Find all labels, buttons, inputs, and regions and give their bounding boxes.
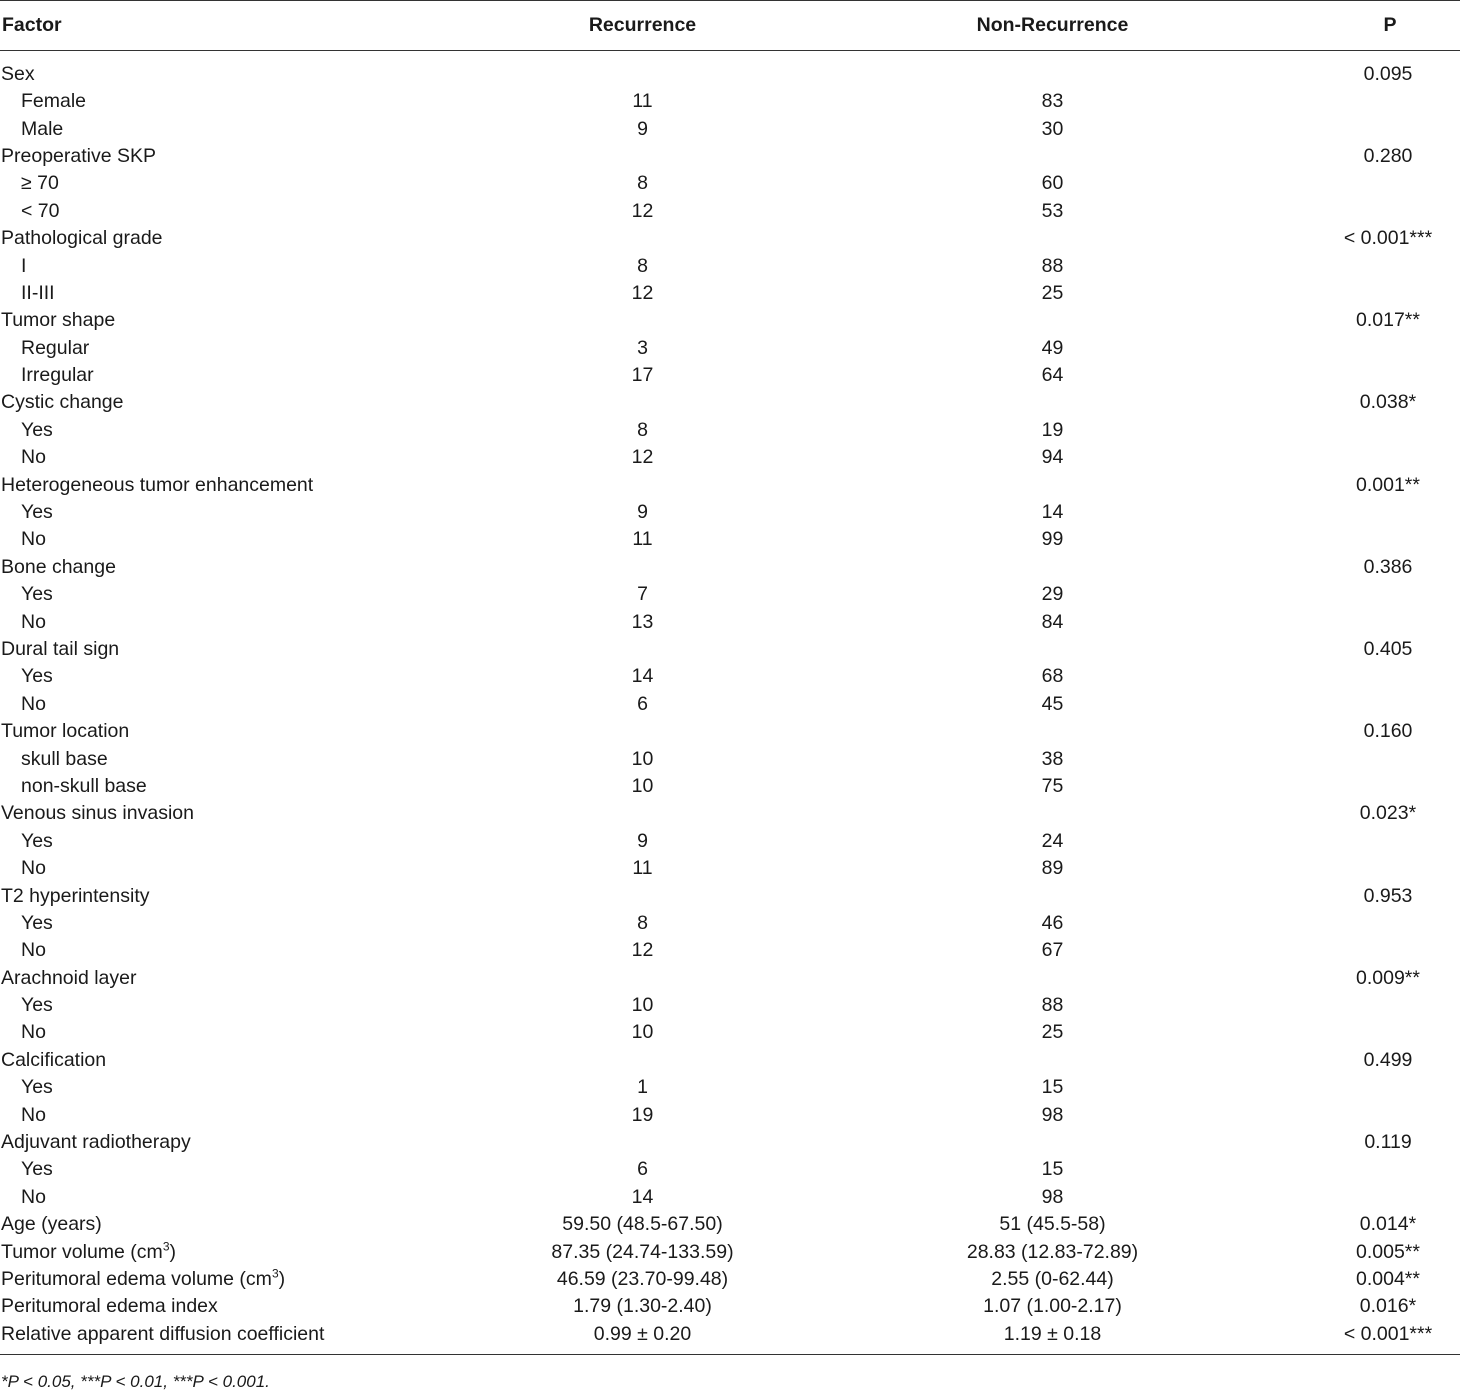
cell-non-recurrence: 24 bbox=[1041, 829, 1064, 852]
cell-non-recurrence: 25 bbox=[1041, 281, 1064, 304]
factor-label: Peritumoral edema index bbox=[1, 1295, 218, 1318]
cell-p-value: 0.023* bbox=[1359, 802, 1417, 825]
cell-p-value bbox=[1320, 1019, 1460, 1046]
cell-factor bbox=[0, 608, 500, 635]
cell-factor bbox=[0, 444, 500, 471]
cell-non-recurrence: 88 bbox=[1041, 254, 1064, 277]
table-row bbox=[0, 553, 1460, 580]
cell-factor bbox=[0, 745, 500, 772]
cell-factor bbox=[0, 964, 500, 991]
cell-factor bbox=[0, 1320, 500, 1354]
cell-factor bbox=[0, 1074, 500, 1101]
cell-recurrence: 3 bbox=[637, 336, 648, 359]
cell-factor bbox=[0, 1046, 500, 1073]
cell-non-recurrence: 51 (45.5-58) bbox=[999, 1213, 1106, 1236]
cell-factor bbox=[0, 1128, 500, 1155]
cell-recurrence: 11 bbox=[632, 90, 653, 113]
factor-label: non-skull base bbox=[21, 774, 147, 797]
cell-non-recurrence: 45 bbox=[1041, 692, 1064, 715]
factor-label: Yes bbox=[21, 418, 53, 441]
cell-factor bbox=[0, 142, 500, 169]
factor-label: No bbox=[21, 528, 46, 551]
cell-factor bbox=[0, 663, 500, 690]
factor-superscript: 3 bbox=[162, 1239, 170, 1254]
cell-p-value: 0.280 bbox=[1363, 144, 1413, 167]
cell-recurrence: 12 bbox=[631, 939, 654, 962]
header-recurrence: Recurrence bbox=[500, 1, 785, 51]
cell-p-value bbox=[1320, 690, 1460, 717]
table-row bbox=[0, 1156, 1460, 1183]
factor-label: No bbox=[21, 610, 46, 633]
cell-recurrence bbox=[500, 964, 785, 991]
factor-label: Yes bbox=[21, 501, 53, 524]
cell-non-recurrence: 98 bbox=[1041, 1103, 1064, 1126]
cell-non-recurrence: 84 bbox=[1041, 610, 1064, 633]
factor-label: Yes bbox=[21, 665, 53, 688]
cell-recurrence bbox=[500, 800, 785, 827]
cell-recurrence: 0.99 ± 0.20 bbox=[500, 1320, 785, 1354]
cell-p-value bbox=[1320, 772, 1460, 799]
cell-factor bbox=[0, 800, 500, 827]
cell-recurrence: 8 bbox=[637, 418, 648, 441]
cell-recurrence: 1.79 (1.30-2.40) bbox=[573, 1295, 712, 1318]
cell-non-recurrence bbox=[785, 717, 1320, 744]
cell-non-recurrence: 25 bbox=[1041, 1021, 1064, 1044]
table-row bbox=[0, 224, 1460, 251]
cell-p-value: 0.017** bbox=[1356, 309, 1420, 332]
cell-p-value bbox=[1320, 361, 1460, 388]
cell-p-value bbox=[1320, 115, 1460, 142]
cell-factor bbox=[0, 170, 500, 197]
table-row bbox=[0, 1320, 1460, 1354]
table-row bbox=[0, 608, 1460, 635]
factor-label: I bbox=[21, 254, 27, 277]
cell-non-recurrence: 15 bbox=[1041, 1076, 1064, 1099]
cell-non-recurrence: 38 bbox=[1041, 747, 1064, 770]
cell-factor bbox=[0, 526, 500, 553]
factor-label: Yes bbox=[21, 911, 53, 934]
cell-non-recurrence: 67 bbox=[1041, 939, 1064, 962]
factor-label-tail: ) bbox=[278, 1267, 286, 1290]
table-row bbox=[0, 389, 1460, 416]
cell-non-recurrence: 64 bbox=[1041, 364, 1064, 387]
factor-label: Regular bbox=[21, 336, 90, 359]
cell-factor bbox=[0, 1019, 500, 1046]
header-factor: Factor bbox=[0, 1, 500, 51]
cell-recurrence bbox=[500, 389, 785, 416]
cell-recurrence: 8 bbox=[637, 254, 648, 277]
cell-p-value bbox=[1320, 663, 1460, 690]
table-row bbox=[0, 909, 1460, 936]
cell-p-value: 0.386 bbox=[1363, 555, 1413, 578]
cell-recurrence: 10 bbox=[631, 994, 654, 1017]
cell-recurrence: 12 bbox=[631, 199, 654, 222]
cell-non-recurrence bbox=[785, 51, 1320, 88]
cell-non-recurrence: 14 bbox=[1041, 501, 1064, 524]
cell-recurrence: 11 bbox=[632, 528, 653, 551]
cell-recurrence: 6 bbox=[637, 1158, 648, 1181]
table-row bbox=[0, 471, 1460, 498]
cell-recurrence bbox=[500, 882, 785, 909]
cell-non-recurrence bbox=[785, 882, 1320, 909]
cell-factor bbox=[0, 1293, 500, 1320]
table-row bbox=[0, 51, 1460, 88]
factor-label: Tumor shape bbox=[1, 309, 116, 332]
cell-factor bbox=[0, 909, 500, 936]
cell-factor bbox=[0, 854, 500, 881]
cell-factor bbox=[0, 1238, 500, 1265]
table-row bbox=[0, 1019, 1460, 1046]
cell-p-value bbox=[1320, 1156, 1460, 1183]
cell-non-recurrence: 1.07 (1.00-2.17) bbox=[983, 1295, 1122, 1318]
cell-recurrence: 1 bbox=[637, 1076, 648, 1099]
table-row bbox=[0, 827, 1460, 854]
factor-label: Male bbox=[21, 117, 64, 140]
cell-non-recurrence bbox=[785, 389, 1320, 416]
table-row bbox=[0, 334, 1460, 361]
cell-factor bbox=[0, 51, 500, 88]
cell-non-recurrence: 30 bbox=[1041, 117, 1064, 140]
cell-p-value bbox=[1320, 526, 1460, 553]
cell-p-value bbox=[1320, 252, 1460, 279]
cell-p-value bbox=[1320, 170, 1460, 197]
cell-recurrence: 12 bbox=[631, 281, 654, 304]
cell-factor bbox=[0, 717, 500, 744]
table-row bbox=[0, 635, 1460, 662]
table-row bbox=[0, 1074, 1460, 1101]
cell-recurrence bbox=[500, 51, 785, 88]
header-p: P bbox=[1320, 1, 1460, 51]
factor-label: Yes bbox=[21, 583, 53, 606]
cell-p-value bbox=[1320, 991, 1460, 1018]
cell-recurrence: 17 bbox=[631, 364, 654, 387]
cell-non-recurrence: 2.55 (0-62.44) bbox=[991, 1267, 1114, 1290]
cell-factor bbox=[0, 307, 500, 334]
cell-p-value: 0.004** bbox=[1356, 1267, 1420, 1290]
cell-non-recurrence bbox=[785, 1128, 1320, 1155]
table-header bbox=[0, 1, 1460, 51]
cell-recurrence: 6 bbox=[637, 692, 648, 715]
table-row bbox=[0, 115, 1460, 142]
cell-recurrence: 59.50 (48.5-67.50) bbox=[562, 1213, 723, 1236]
cell-recurrence: 8 bbox=[637, 172, 648, 195]
cell-recurrence: 12 bbox=[631, 446, 654, 469]
factor-label: Yes bbox=[21, 994, 53, 1017]
cell-non-recurrence: 15 bbox=[1041, 1158, 1064, 1181]
factor-label: No bbox=[21, 1021, 46, 1044]
cell-recurrence bbox=[500, 717, 785, 744]
table-row bbox=[0, 717, 1460, 744]
factor-label: Tumor location bbox=[1, 720, 130, 743]
cell-p-value: 0.499 bbox=[1363, 1048, 1413, 1071]
factor-superscript: 3 bbox=[271, 1266, 279, 1281]
cell-recurrence bbox=[500, 1128, 785, 1155]
cell-non-recurrence: 53 bbox=[1041, 199, 1064, 222]
table-row bbox=[0, 1265, 1460, 1292]
factor-label: Calcification bbox=[1, 1048, 107, 1071]
table-row bbox=[0, 1238, 1460, 1265]
cell-p-value: < 0.001*** bbox=[1343, 227, 1433, 250]
table-row bbox=[0, 526, 1460, 553]
table-row bbox=[0, 170, 1460, 197]
cell-non-recurrence: 46 bbox=[1041, 911, 1064, 934]
cell-recurrence: 9 bbox=[637, 829, 648, 852]
factor-label: No bbox=[21, 857, 46, 880]
cell-factor bbox=[0, 471, 500, 498]
cell-p-value bbox=[1320, 1074, 1460, 1101]
cell-factor bbox=[0, 1183, 500, 1210]
cell-factor bbox=[0, 88, 500, 115]
factor-label: Yes bbox=[21, 829, 53, 852]
table-row bbox=[0, 581, 1460, 608]
table-row bbox=[0, 416, 1460, 443]
cell-factor bbox=[0, 827, 500, 854]
factor-label: Adjuvant radiotherapy bbox=[1, 1131, 191, 1154]
factor-label: Arachnoid layer bbox=[1, 966, 137, 989]
cell-p-value bbox=[1320, 197, 1460, 224]
cell-recurrence bbox=[500, 471, 785, 498]
cell-p-value: 0.009** bbox=[1356, 966, 1420, 989]
cell-recurrence bbox=[500, 307, 785, 334]
cell-factor bbox=[0, 416, 500, 443]
factor-label: Female bbox=[21, 90, 87, 113]
table-row bbox=[0, 745, 1460, 772]
cell-recurrence: 8 bbox=[637, 911, 648, 934]
cell-factor bbox=[0, 224, 500, 251]
cell-non-recurrence: 75 bbox=[1041, 774, 1064, 797]
table-row bbox=[0, 1128, 1460, 1155]
cell-factor bbox=[0, 991, 500, 1018]
table-row bbox=[0, 444, 1460, 471]
cell-recurrence: 87.35 (24.74-133.59) bbox=[551, 1240, 734, 1263]
cell-recurrence: 11 bbox=[632, 857, 653, 880]
table-row bbox=[0, 882, 1460, 909]
cell-p-value: 0.016* bbox=[1359, 1295, 1417, 1318]
cell-factor bbox=[0, 553, 500, 580]
cell-p-value: 0.038* bbox=[1359, 391, 1417, 414]
factor-label: Age (years) bbox=[1, 1213, 102, 1236]
table-row bbox=[0, 1101, 1460, 1128]
cell-p-value bbox=[1320, 279, 1460, 306]
factor-label: Dural tail sign bbox=[1, 638, 120, 660]
table-row bbox=[0, 88, 1460, 115]
cell-non-recurrence: 98 bbox=[1041, 1185, 1064, 1208]
table-row bbox=[0, 279, 1460, 306]
cell-non-recurrence: 28.83 (12.83-72.89) bbox=[966, 1240, 1139, 1263]
factor-label: Relative apparent diffusion coefficient bbox=[1, 1322, 325, 1345]
cell-recurrence: 9 bbox=[637, 501, 648, 524]
factor-label: Pathological grade bbox=[1, 227, 163, 250]
cell-p-value bbox=[1320, 827, 1460, 854]
cell-factor bbox=[0, 635, 500, 662]
cell-factor bbox=[0, 882, 500, 909]
cell-p-value bbox=[1320, 1101, 1460, 1128]
cell-p-value bbox=[1320, 581, 1460, 608]
cell-non-recurrence bbox=[785, 224, 1320, 251]
cell-p-value bbox=[1320, 1183, 1460, 1210]
cell-p-value: < 0.001*** bbox=[1320, 1320, 1460, 1354]
cell-non-recurrence: 60 bbox=[1041, 172, 1064, 195]
cell-factor bbox=[0, 1265, 500, 1292]
table-row bbox=[0, 498, 1460, 525]
factor-label: No bbox=[21, 692, 46, 715]
cell-non-recurrence bbox=[785, 964, 1320, 991]
table-row bbox=[0, 937, 1460, 964]
header-row bbox=[0, 1, 1460, 51]
cell-recurrence: 10 bbox=[631, 747, 654, 770]
cell-p-value: 0.953 bbox=[1363, 884, 1413, 907]
cell-non-recurrence: 1.19 ± 0.18 bbox=[785, 1320, 1320, 1354]
table-row bbox=[0, 307, 1460, 334]
cell-p-value: 0.005** bbox=[1356, 1240, 1420, 1263]
cell-p-value: 0.119 bbox=[1364, 1131, 1412, 1154]
table-row bbox=[0, 854, 1460, 881]
table-row bbox=[0, 1046, 1460, 1073]
cell-recurrence: 9 bbox=[637, 117, 648, 140]
cell-recurrence: 14 bbox=[631, 1185, 654, 1208]
table-row bbox=[0, 964, 1460, 991]
table-row bbox=[0, 663, 1460, 690]
cell-recurrence: 10 bbox=[631, 1021, 654, 1044]
factor-label: No bbox=[21, 1185, 46, 1208]
cell-recurrence: 14 bbox=[631, 665, 654, 688]
cell-p-value bbox=[1320, 909, 1460, 936]
table-body bbox=[0, 51, 1460, 1355]
factor-label: Bone change bbox=[1, 555, 116, 578]
table-row bbox=[0, 1211, 1460, 1238]
cell-non-recurrence bbox=[785, 553, 1320, 580]
cell-p-value bbox=[1320, 608, 1460, 635]
factor-label: Yes bbox=[21, 1076, 53, 1099]
cell-p-value bbox=[1320, 498, 1460, 525]
factor-label: skull base bbox=[21, 747, 108, 770]
cell-p-value: 0.001** bbox=[1356, 473, 1420, 496]
cell-non-recurrence: 29 bbox=[1041, 583, 1064, 606]
cell-non-recurrence bbox=[785, 1046, 1320, 1073]
cell-factor bbox=[0, 1156, 500, 1183]
cell-p-value: 0.160 bbox=[1363, 720, 1413, 743]
factor-label: Irregular bbox=[21, 364, 94, 387]
factor-label: No bbox=[21, 446, 46, 469]
cell-recurrence bbox=[500, 635, 785, 662]
factor-label: Sex bbox=[1, 63, 35, 86]
cell-non-recurrence: 19 bbox=[1041, 418, 1064, 441]
cell-non-recurrence: 83 bbox=[1041, 90, 1064, 113]
cell-p-value bbox=[1320, 854, 1460, 881]
table-row bbox=[0, 690, 1460, 717]
cell-factor bbox=[0, 389, 500, 416]
cell-recurrence: 10 bbox=[631, 774, 654, 797]
factor-label: II-III bbox=[21, 281, 55, 304]
factor-label: Tumor volume (cm bbox=[1, 1240, 163, 1263]
cell-non-recurrence bbox=[785, 471, 1320, 498]
cell-factor bbox=[0, 581, 500, 608]
cell-non-recurrence bbox=[785, 800, 1320, 827]
cell-non-recurrence: 49 bbox=[1041, 336, 1064, 359]
table-row bbox=[0, 1183, 1460, 1210]
cell-p-value bbox=[1320, 444, 1460, 471]
cell-recurrence: 19 bbox=[631, 1103, 654, 1126]
factor-label: Cystic change bbox=[1, 391, 124, 414]
cell-recurrence: 7 bbox=[637, 583, 648, 606]
cell-p-value bbox=[1320, 416, 1460, 443]
cell-factor bbox=[0, 252, 500, 279]
cell-p-value bbox=[1320, 937, 1460, 964]
table-row bbox=[0, 197, 1460, 224]
header-non-recurrence: Non-Recurrence bbox=[785, 1, 1320, 51]
cell-p-value bbox=[1320, 334, 1460, 361]
cell-factor bbox=[0, 690, 500, 717]
table-row bbox=[0, 800, 1460, 827]
cell-p-value: 0.095 bbox=[1363, 63, 1413, 86]
factor-label: No bbox=[21, 939, 46, 962]
cell-factor bbox=[0, 197, 500, 224]
cell-factor bbox=[0, 334, 500, 361]
factor-label: Yes bbox=[21, 1158, 53, 1181]
cell-factor bbox=[0, 772, 500, 799]
table-row bbox=[0, 142, 1460, 169]
cell-factor bbox=[0, 498, 500, 525]
factor-label: Peritumoral edema volume (cm bbox=[1, 1267, 272, 1290]
factor-label-tail: ) bbox=[169, 1240, 176, 1263]
cell-non-recurrence: 89 bbox=[1041, 857, 1064, 880]
cell-recurrence bbox=[500, 142, 785, 169]
cell-non-recurrence: 94 bbox=[1041, 446, 1064, 469]
cell-non-recurrence bbox=[785, 635, 1320, 662]
factor-label: ≥ 70 bbox=[21, 172, 59, 195]
table-row bbox=[0, 1293, 1460, 1320]
cell-recurrence bbox=[500, 224, 785, 251]
cell-factor bbox=[0, 937, 500, 964]
cell-factor bbox=[0, 1101, 500, 1128]
cell-p-value bbox=[1320, 745, 1460, 772]
cell-recurrence bbox=[500, 1046, 785, 1073]
cell-non-recurrence: 68 bbox=[1041, 665, 1064, 688]
cell-p-value: 0.014* bbox=[1359, 1213, 1417, 1236]
cell-p-value bbox=[1320, 88, 1460, 115]
cell-recurrence bbox=[500, 553, 785, 580]
cell-p-value: 0.405 bbox=[1363, 638, 1413, 660]
cell-non-recurrence: 88 bbox=[1041, 994, 1064, 1017]
factor-label: Heterogeneous tumor enhancement bbox=[1, 473, 314, 496]
table-row bbox=[0, 252, 1460, 279]
cell-factor bbox=[0, 361, 500, 388]
factor-label: Preoperative SKP bbox=[1, 144, 157, 167]
cell-non-recurrence bbox=[785, 307, 1320, 334]
table-row bbox=[0, 991, 1460, 1018]
cell-non-recurrence bbox=[785, 142, 1320, 169]
factor-label: < 70 bbox=[21, 199, 60, 222]
cell-recurrence: 46.59 (23.70-99.48) bbox=[556, 1267, 729, 1290]
table-footnote: *P < 0.05, ***P < 0.01, ***P < 0.001. bbox=[1, 1372, 270, 1391]
cell-recurrence: 13 bbox=[631, 610, 654, 633]
factor-label: No bbox=[21, 1103, 46, 1126]
factor-label: Venous sinus invasion bbox=[1, 802, 194, 825]
cell-factor bbox=[0, 279, 500, 306]
cell-non-recurrence: 99 bbox=[1041, 528, 1064, 551]
cell-factor bbox=[0, 1211, 500, 1238]
cell-factor bbox=[0, 115, 500, 142]
table-row bbox=[0, 772, 1460, 799]
factor-label: T2 hyperintensity bbox=[1, 884, 150, 907]
table-row bbox=[0, 361, 1460, 388]
